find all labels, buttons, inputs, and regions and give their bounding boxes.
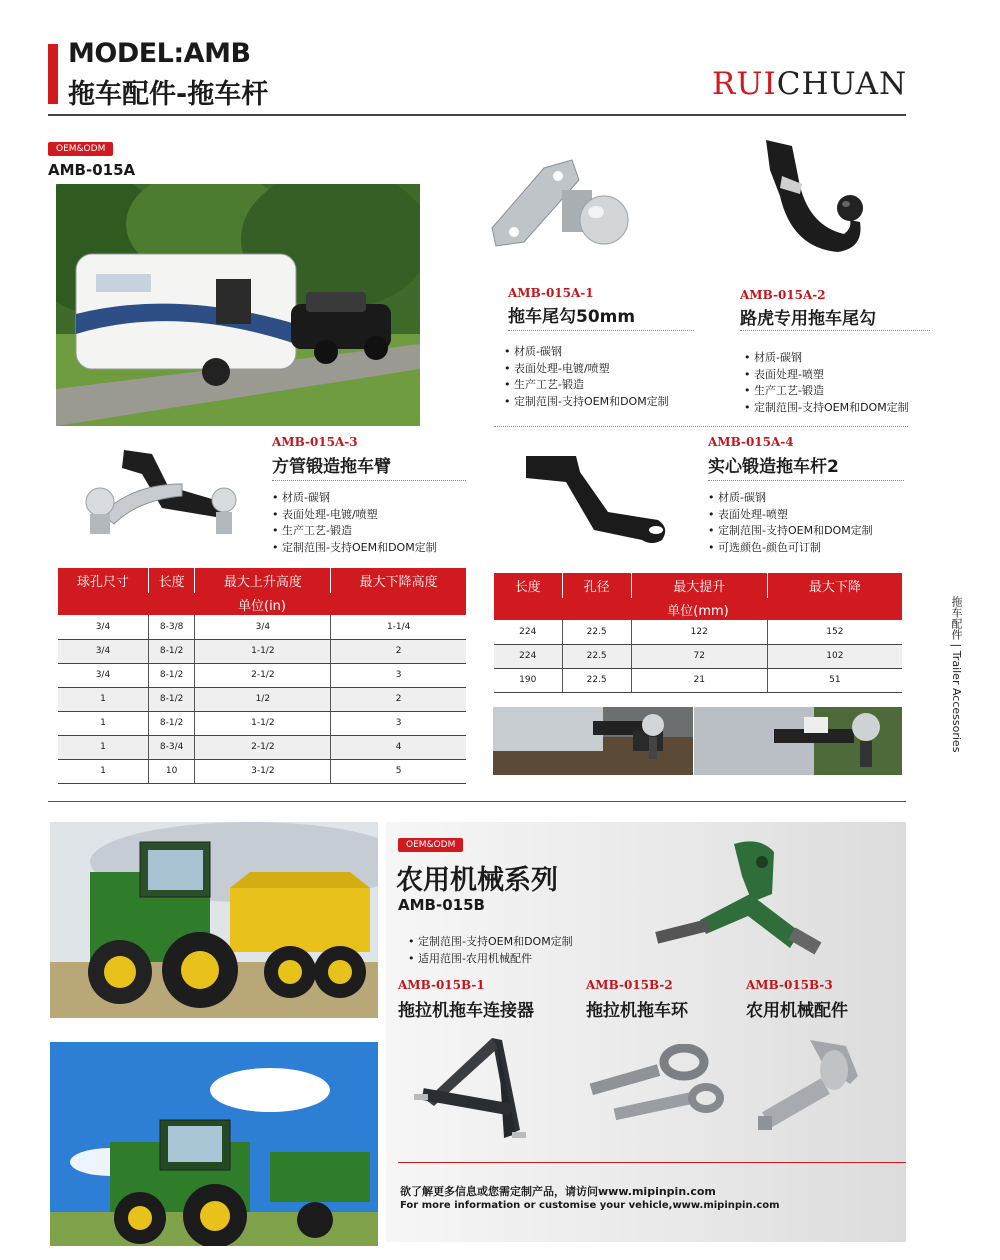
spec-item: • 适用范围-农用机械配件	[408, 951, 573, 968]
spec-item: • 材质-碳钢	[272, 490, 437, 507]
dotted-divider	[740, 330, 930, 331]
product-title-a2: 路虎专用拖车尾勾	[740, 309, 876, 329]
spec-item: • 可选颜色-颜色可订制	[708, 540, 873, 557]
footer-en: For more information or customise your vehicle,www.mipinpin.com	[400, 1200, 780, 1211]
product-title-a3: 方管锻造拖车臂	[272, 457, 391, 477]
footer-divider	[398, 1162, 906, 1163]
spec-item: • 生产工艺-锻造	[272, 523, 437, 540]
hitch-photo-1	[493, 707, 693, 775]
spec-item: • 表面处理-电镀/喷塑	[504, 361, 669, 378]
product-image-b2	[584, 1044, 724, 1124]
table-row	[58, 639, 466, 663]
product-image-a2	[752, 136, 872, 261]
product-image-a3	[72, 444, 252, 556]
spec-list-a4	[708, 490, 873, 556]
table-cell: 122	[631, 620, 767, 644]
dotted-divider	[708, 480, 904, 481]
oem-tag: OEM&ODM	[48, 142, 113, 156]
side-category-label: 拖车配件 | Trailer Accessories	[950, 596, 963, 753]
table-header: 球孔尺寸	[58, 568, 148, 593]
header-divider	[48, 114, 906, 116]
spec-item: • 材质-碳钢	[708, 490, 873, 507]
header-accent-bar	[48, 44, 58, 104]
product-image-a1	[484, 150, 634, 265]
table-cell: 3-1/2	[195, 759, 331, 783]
table-cell: 3/4	[58, 615, 148, 639]
product-code-a1: AMB-015A-1	[508, 286, 594, 300]
table-cell: 2	[331, 687, 466, 711]
table-cell: 2-1/2	[195, 735, 331, 759]
caravan-photo	[56, 184, 420, 426]
product-code-a4: AMB-015A-4	[708, 435, 794, 449]
dotted-divider	[494, 426, 908, 427]
spec-item: • 生产工艺-锻造	[744, 383, 909, 400]
table-row	[58, 687, 466, 711]
table-cell: 3/4	[58, 639, 148, 663]
spec-item: • 材质-碳钢	[504, 344, 669, 361]
product-title-a4: 实心锻造拖车杆2	[708, 457, 839, 477]
table-cell: 8-1/2	[148, 663, 194, 687]
table-cell: 3/4	[195, 615, 331, 639]
table-unit: 单位(mm)	[494, 598, 902, 620]
table-header: 最大提升	[631, 573, 767, 598]
table-cell: 3	[331, 711, 466, 735]
spec-item: • 定制范围-支持OEM和DOM定制	[504, 394, 669, 411]
spec-table-inches	[58, 568, 466, 784]
tractor-photo-1	[50, 822, 378, 1018]
product-code-b2: AMB-015B-2	[586, 978, 673, 992]
table-cell: 1/2	[195, 687, 331, 711]
product-image-b3	[754, 1036, 864, 1136]
section-divider	[48, 801, 906, 802]
table-cell: 51	[767, 668, 902, 692]
product-image-b1	[408, 1034, 538, 1150]
brand-logo: RUICHUAN	[712, 66, 908, 102]
table-cell: 8-3/8	[148, 615, 194, 639]
oem-tag: OEM&ODM	[398, 838, 463, 852]
product-image-a4	[522, 448, 672, 548]
table-cell: 152	[767, 620, 902, 644]
section-b-title: 农用机械系列	[396, 865, 558, 896]
spec-item: • 材质-碳钢	[744, 350, 909, 367]
table-header: 最大下降高度	[331, 568, 466, 593]
table-row	[58, 615, 466, 639]
table-row	[494, 644, 902, 668]
table-cell: 2-1/2	[195, 663, 331, 687]
table-cell: 8-1/2	[148, 639, 194, 663]
product-title-b2: 拖拉机拖车环	[586, 1001, 688, 1021]
footer-cn: 欲了解更多信息或您需定制产品，请访问www.mipinpin.com	[400, 1185, 716, 1198]
table-cell: 8-1/2	[148, 687, 194, 711]
table-cell: 224	[494, 644, 562, 668]
spec-list-a3	[272, 490, 437, 556]
spec-item: • 生产工艺-锻造	[504, 377, 669, 394]
table-cell: 1-1/2	[195, 711, 331, 735]
spec-item: • 定制范围-支持OEM和DOM定制	[408, 934, 573, 951]
table-cell: 1	[58, 735, 148, 759]
spec-list-a2	[744, 350, 909, 416]
table-cell: 1-1/2	[195, 639, 331, 663]
product-title-b3: 农用机械配件	[746, 1001, 848, 1021]
table-header: 长度	[148, 568, 194, 593]
tractor-photo-2	[50, 1042, 378, 1246]
product-code-a2: AMB-015A-2	[740, 288, 826, 302]
table-cell: 2	[331, 639, 466, 663]
table-cell: 1	[58, 711, 148, 735]
dotted-divider	[272, 480, 466, 481]
category-heading: 拖车配件-拖车杆	[68, 79, 269, 110]
spec-item: • 表面处理-电镀/喷塑	[272, 507, 437, 524]
table-cell: 8-3/4	[148, 735, 194, 759]
table-cell: 10	[148, 759, 194, 783]
table-row	[58, 735, 466, 759]
model-code: AMB-015A	[48, 161, 136, 179]
table-cell: 22.5	[562, 668, 631, 692]
table-cell: 3	[331, 663, 466, 687]
hitch-photo-2	[694, 707, 902, 775]
table-row	[494, 620, 902, 644]
table-row	[58, 663, 466, 687]
table-cell: 5	[331, 759, 466, 783]
table-cell: 224	[494, 620, 562, 644]
table-cell: 22.5	[562, 644, 631, 668]
model-code: AMB-015B	[398, 896, 485, 914]
table-row	[58, 711, 466, 735]
table-header: 最大下降	[767, 573, 902, 598]
product-title-a1: 拖车尾勾50mm	[508, 307, 636, 327]
product-title-b1: 拖拉机拖车连接器	[398, 1001, 534, 1021]
product-image-b-hero	[650, 836, 830, 964]
spec-list-b	[408, 934, 573, 967]
table-cell: 21	[631, 668, 767, 692]
table-cell: 102	[767, 644, 902, 668]
spec-list-a1	[504, 344, 669, 410]
table-unit: 单位(in)	[58, 593, 466, 615]
table-cell: 4	[331, 735, 466, 759]
product-code-a3: AMB-015A-3	[272, 435, 358, 449]
table-cell: 1	[58, 759, 148, 783]
table-cell: 22.5	[562, 620, 631, 644]
table-cell: 190	[494, 668, 562, 692]
model-heading: MODEL:AMB	[68, 38, 251, 69]
table-header: 长度	[494, 573, 562, 598]
product-code-b3: AMB-015B-3	[746, 978, 833, 992]
spec-item: • 定制范围-支持OEM和DOM定制	[744, 400, 909, 417]
table-cell: 3/4	[58, 663, 148, 687]
table-row	[58, 759, 466, 783]
table-row	[494, 668, 902, 692]
spec-item: • 定制范围-支持OEM和DOM定制	[708, 523, 873, 540]
table-header: 孔径	[562, 573, 631, 598]
spec-item: • 表面处理-喷塑	[708, 507, 873, 524]
table-cell: 72	[631, 644, 767, 668]
product-code-b1: AMB-015B-1	[398, 978, 485, 992]
table-cell: 1-1/4	[331, 615, 466, 639]
spec-item: • 表面处理-喷塑	[744, 367, 909, 384]
table-cell: 1	[58, 687, 148, 711]
dotted-divider	[508, 330, 694, 331]
table-header: 最大上升高度	[195, 568, 331, 593]
spec-item: • 定制范围-支持OEM和DOM定制	[272, 540, 437, 557]
spec-table-mm	[494, 573, 902, 693]
table-cell: 8-1/2	[148, 711, 194, 735]
